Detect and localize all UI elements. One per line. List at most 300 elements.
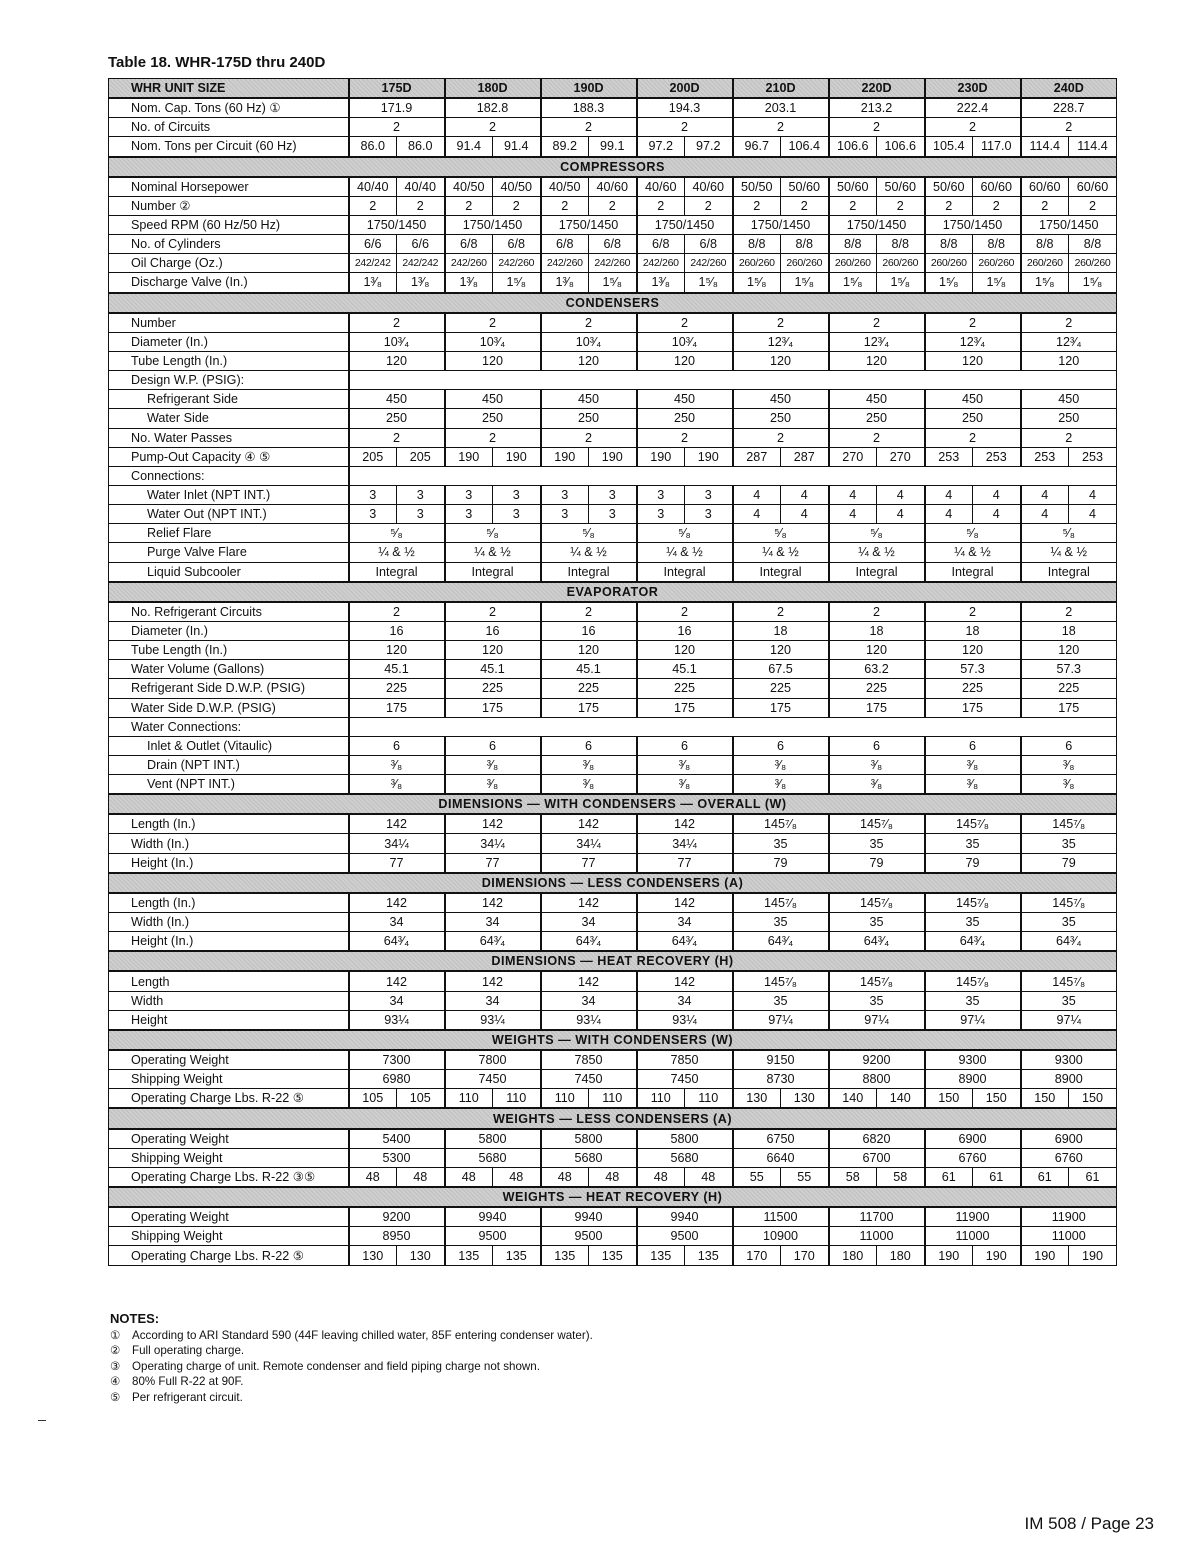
table-row: [109, 1070, 1117, 1089]
value-cell: 190: [685, 447, 733, 466]
table-row: [109, 621, 1117, 640]
value-cell: 6: [349, 736, 445, 755]
value-cell: 86.0: [397, 137, 445, 157]
value-cell: 182.8: [445, 98, 541, 118]
row-label: Length: [109, 971, 349, 991]
value-cell: 16: [349, 621, 445, 640]
value-cell: 142: [541, 814, 637, 834]
row-label: Oil Charge (Oz.): [109, 254, 349, 273]
note-text: Operating charge of unit. Remote condenser and field piping charge not shown.: [132, 1359, 540, 1373]
value-cell: 270: [829, 447, 877, 466]
value-cell: 2: [637, 118, 733, 137]
value-cell: 120: [637, 351, 733, 370]
value-cell: 9940: [541, 1207, 637, 1227]
value-cell: 1⁵⁄₈: [973, 273, 1021, 293]
value-cell: 142: [349, 971, 445, 991]
value-cell: 260/260: [733, 254, 781, 273]
value-cell: 225: [925, 679, 1021, 698]
value-cell: 79: [1021, 853, 1117, 873]
value-cell: 35: [925, 991, 1021, 1010]
value-cell: 175: [829, 698, 925, 717]
value-cell: 18: [1021, 621, 1117, 640]
value-cell: 190: [973, 1246, 1021, 1265]
value-cell: 130: [733, 1089, 781, 1109]
value-cell: ⁵⁄₈: [637, 524, 733, 543]
value-cell: 2: [829, 196, 877, 215]
value-cell: 120: [349, 641, 445, 660]
value-cell: 2: [733, 196, 781, 215]
value-cell: 8/8: [1069, 235, 1117, 254]
value-cell: 135: [445, 1246, 493, 1265]
table-row: [109, 641, 1117, 660]
value-cell: 145⁷⁄₈: [1021, 893, 1117, 913]
table-row: [109, 1167, 1117, 1187]
table-row: [109, 524, 1117, 543]
value-cell: 89.2: [541, 137, 589, 157]
value-cell: 120: [445, 351, 541, 370]
value-cell: 242/260: [589, 254, 637, 273]
value-cell: 225: [829, 679, 925, 698]
value-cell: 242/242: [397, 254, 445, 273]
row-label: Operating Charge Lbs. R-22 ③⑤: [109, 1167, 349, 1187]
value-cell: 114.4: [1069, 137, 1117, 157]
value-cell: ³⁄₈: [1021, 755, 1117, 774]
value-cell: 2: [541, 602, 637, 622]
note-item: [110, 1328, 593, 1344]
value-cell: 170: [781, 1246, 829, 1265]
value-cell: 2: [445, 428, 541, 447]
value-cell: 1750/1450: [1021, 215, 1117, 234]
value-cell: 130: [781, 1089, 829, 1109]
row-label: Tube Length (In.): [109, 641, 349, 660]
table-row: [109, 485, 1117, 504]
value-cell: 145⁷⁄₈: [829, 971, 925, 991]
value-cell: ¼ & ½: [1021, 543, 1117, 562]
value-cell: ³⁄₈: [829, 755, 925, 774]
value-cell: 5680: [541, 1148, 637, 1167]
row-label: Length (In.): [109, 814, 349, 834]
row-label: Width (In.): [109, 913, 349, 932]
value-cell: 120: [445, 641, 541, 660]
table-row: [109, 893, 1117, 913]
value-cell: 45.1: [445, 660, 541, 679]
value-cell: 105: [397, 1089, 445, 1109]
value-cell: 10900: [733, 1227, 829, 1246]
table-row: [109, 390, 1117, 409]
value-cell: 2: [925, 118, 1021, 137]
value-cell: 8/8: [829, 235, 877, 254]
value-cell: 9500: [637, 1227, 733, 1246]
table-row: [109, 505, 1117, 524]
value-cell: 35: [1021, 991, 1117, 1010]
table-row: [109, 775, 1117, 795]
value-cell: 120: [733, 641, 829, 660]
value-cell: 1³⁄₈: [541, 273, 589, 293]
value-cell: 242/260: [445, 254, 493, 273]
value-cell: 106.6: [829, 137, 877, 157]
value-cell: Integral: [445, 562, 541, 582]
value-cell: 67.5: [733, 660, 829, 679]
value-cell: 6: [733, 736, 829, 755]
row-label: Water Volume (Gallons): [109, 660, 349, 679]
value-cell: 45.1: [637, 660, 733, 679]
value-cell: 63.2: [829, 660, 925, 679]
value-cell: 2: [445, 602, 541, 622]
value-cell: 120: [829, 351, 925, 370]
value-cell: 242/260: [541, 254, 589, 273]
value-cell: 2: [1021, 196, 1069, 215]
value-cell: 1³⁄₈: [349, 273, 397, 293]
value-cell: 10³⁄₄: [541, 332, 637, 351]
value-cell: 253: [925, 447, 973, 466]
value-cell: 242/260: [685, 254, 733, 273]
value-cell: 250: [637, 409, 733, 428]
value-cell: ³⁄₈: [349, 775, 445, 795]
value-cell: Integral: [637, 562, 733, 582]
value-cell: 2: [733, 313, 829, 333]
value-cell: 3: [397, 505, 445, 524]
value-cell: 260/260: [877, 254, 925, 273]
value-cell: 2: [445, 196, 493, 215]
section-heading-row: [109, 873, 1117, 893]
table-row: [109, 313, 1117, 333]
table-row: [109, 1148, 1117, 1167]
value-cell: ³⁄₈: [541, 755, 637, 774]
value-cell: 2: [349, 428, 445, 447]
value-cell: 3: [541, 485, 589, 504]
value-cell: 8900: [925, 1070, 1021, 1089]
row-label: Height (In.): [109, 853, 349, 873]
row-label: Number ②: [109, 196, 349, 215]
value-cell: 6640: [733, 1148, 829, 1167]
value-cell: 11000: [925, 1227, 1021, 1246]
value-cell: 48: [637, 1167, 685, 1187]
table-row: [109, 698, 1117, 717]
value-cell: 135: [589, 1246, 637, 1265]
value-cell: 11900: [1021, 1207, 1117, 1227]
value-cell: 6/6: [349, 235, 397, 254]
value-cell: 180: [829, 1246, 877, 1265]
value-cell: 1⁵⁄₈: [829, 273, 877, 293]
value-cell: 57.3: [1021, 660, 1117, 679]
value-cell: 93¼: [541, 1010, 637, 1030]
table-row: [109, 351, 1117, 370]
value-cell: Integral: [829, 562, 925, 582]
value-cell: ³⁄₈: [349, 755, 445, 774]
table-row: [109, 660, 1117, 679]
value-cell: 110: [685, 1089, 733, 1109]
spec-table: [108, 78, 1117, 1266]
value-cell: 175: [925, 698, 1021, 717]
value-cell: 190: [1021, 1246, 1069, 1265]
blank-cell: [349, 371, 1117, 390]
table-row: [109, 409, 1117, 428]
table-row: [109, 137, 1117, 157]
row-label: Water Connections:: [109, 717, 349, 736]
value-cell: 34¼: [541, 834, 637, 853]
value-cell: 40/50: [493, 177, 541, 197]
row-label: Speed RPM (60 Hz/50 Hz): [109, 215, 349, 234]
value-cell: 450: [1021, 390, 1117, 409]
value-cell: 8/8: [1021, 235, 1069, 254]
unit-size-header: 180D: [445, 79, 541, 99]
note-number: ①: [110, 1328, 121, 1342]
value-cell: 250: [829, 409, 925, 428]
value-cell: 16: [541, 621, 637, 640]
value-cell: 40/50: [445, 177, 493, 197]
value-cell: 2: [1021, 118, 1117, 137]
blank-cell: [349, 466, 1117, 485]
value-cell: 34¼: [445, 834, 541, 853]
value-cell: 9150: [733, 1050, 829, 1070]
value-cell: 145⁷⁄₈: [1021, 814, 1117, 834]
row-label: Nominal Horsepower: [109, 177, 349, 197]
value-cell: 225: [541, 679, 637, 698]
value-cell: 34: [541, 913, 637, 932]
value-cell: 2: [541, 118, 637, 137]
value-cell: 2: [445, 313, 541, 333]
value-cell: 1⁵⁄₈: [685, 273, 733, 293]
value-cell: 450: [445, 390, 541, 409]
value-cell: 48: [493, 1167, 541, 1187]
value-cell: 2: [733, 428, 829, 447]
value-cell: 142: [541, 971, 637, 991]
section-heading: CONDENSERS: [109, 293, 1117, 313]
value-cell: 50/60: [781, 177, 829, 197]
value-cell: 120: [1021, 641, 1117, 660]
value-cell: 2: [829, 118, 925, 137]
value-cell: 35: [733, 913, 829, 932]
section-heading: DIMENSIONS — WITH CONDENSERS — OVERALL (W): [109, 794, 1117, 814]
value-cell: 40/60: [685, 177, 733, 197]
value-cell: 3: [589, 485, 637, 504]
value-cell: 34: [541, 991, 637, 1010]
section-heading-row: [109, 1187, 1117, 1207]
row-label: Nom. Tons per Circuit (60 Hz): [109, 137, 349, 157]
value-cell: 2: [685, 196, 733, 215]
value-cell: Integral: [733, 562, 829, 582]
row-label: Purge Valve Flare: [109, 543, 349, 562]
value-cell: 7850: [541, 1050, 637, 1070]
table-row: [109, 215, 1117, 234]
section-heading: WEIGHTS — WITH CONDENSERS (W): [109, 1030, 1117, 1050]
value-cell: 250: [1021, 409, 1117, 428]
row-label: Water Side: [109, 409, 349, 428]
table-row: [109, 971, 1117, 991]
row-label: Relief Flare: [109, 524, 349, 543]
table-row: [109, 717, 1117, 736]
value-cell: 1³⁄₈: [445, 273, 493, 293]
value-cell: 12³⁄₄: [1021, 332, 1117, 351]
value-cell: 142: [637, 893, 733, 913]
value-cell: 79: [829, 853, 925, 873]
value-cell: 8950: [349, 1227, 445, 1246]
value-cell: 242/242: [349, 254, 397, 273]
table-row: [109, 98, 1117, 118]
row-label: Refrigerant Side: [109, 390, 349, 409]
note-item: [110, 1359, 593, 1375]
value-cell: 64³⁄₄: [445, 932, 541, 952]
value-cell: 64³⁄₄: [733, 932, 829, 952]
value-cell: 48: [685, 1167, 733, 1187]
value-cell: 35: [829, 991, 925, 1010]
value-cell: 6: [1021, 736, 1117, 755]
unit-size-header: 190D: [541, 79, 637, 99]
value-cell: 4: [781, 505, 829, 524]
value-cell: 2: [349, 196, 397, 215]
row-label: Vent (NPT INT.): [109, 775, 349, 795]
row-label: Pump-Out Capacity ④ ⑤: [109, 447, 349, 466]
value-cell: 11900: [925, 1207, 1021, 1227]
value-cell: 77: [637, 853, 733, 873]
value-cell: 11000: [1021, 1227, 1117, 1246]
value-cell: 175: [541, 698, 637, 717]
section-heading: DIMENSIONS — LESS CONDENSERS (A): [109, 873, 1117, 893]
row-label: Operating Weight: [109, 1050, 349, 1070]
value-cell: ³⁄₈: [829, 775, 925, 795]
value-cell: 260/260: [925, 254, 973, 273]
value-cell: 171.9: [349, 98, 445, 118]
value-cell: 260/260: [781, 254, 829, 273]
value-cell: 55: [781, 1167, 829, 1187]
row-label: Water Out (NPT INT.): [109, 505, 349, 524]
unit-size-header: 200D: [637, 79, 733, 99]
value-cell: 3: [493, 505, 541, 524]
value-cell: 7800: [445, 1050, 541, 1070]
value-cell: 190: [493, 447, 541, 466]
value-cell: 48: [589, 1167, 637, 1187]
value-cell: 6760: [925, 1148, 1021, 1167]
value-cell: 287: [781, 447, 829, 466]
value-cell: 7450: [541, 1070, 637, 1089]
row-label: Discharge Valve (In.): [109, 273, 349, 293]
value-cell: 97.2: [637, 137, 685, 157]
unit-size-header: 175D: [349, 79, 445, 99]
value-cell: 79: [925, 853, 1021, 873]
value-cell: 48: [541, 1167, 589, 1187]
value-cell: 3: [445, 485, 493, 504]
row-label: Water Side D.W.P. (PSIG): [109, 698, 349, 717]
value-cell: 120: [733, 351, 829, 370]
value-cell: 2: [493, 196, 541, 215]
value-cell: 188.3: [541, 98, 637, 118]
value-cell: ¼ & ½: [637, 543, 733, 562]
value-cell: 48: [445, 1167, 493, 1187]
value-cell: 86.0: [349, 137, 397, 157]
row-label: Length (In.): [109, 893, 349, 913]
value-cell: 190: [589, 447, 637, 466]
row-label: Refrigerant Side D.W.P. (PSIG): [109, 679, 349, 698]
row-label: No. of Circuits: [109, 118, 349, 137]
value-cell: 34: [349, 991, 445, 1010]
value-cell: 2: [445, 118, 541, 137]
value-cell: 106.4: [781, 137, 829, 157]
table-row: [109, 196, 1117, 215]
value-cell: 1750/1450: [541, 215, 637, 234]
value-cell: 3: [541, 505, 589, 524]
value-cell: 35: [829, 913, 925, 932]
value-cell: 2: [541, 313, 637, 333]
value-cell: 205: [349, 447, 397, 466]
value-cell: 203.1: [733, 98, 829, 118]
value-cell: ⁵⁄₈: [445, 524, 541, 543]
row-label: Connections:: [109, 466, 349, 485]
value-cell: 1750/1450: [445, 215, 541, 234]
value-cell: 55: [733, 1167, 781, 1187]
value-cell: 1³⁄₈: [637, 273, 685, 293]
table-row: [109, 1010, 1117, 1030]
value-cell: 110: [637, 1089, 685, 1109]
value-cell: 4: [829, 485, 877, 504]
value-cell: 6900: [1021, 1129, 1117, 1149]
value-cell: 120: [349, 351, 445, 370]
value-cell: 110: [541, 1089, 589, 1109]
value-cell: 3: [589, 505, 637, 524]
value-cell: 93¼: [637, 1010, 733, 1030]
value-cell: 8/8: [733, 235, 781, 254]
row-label: Liquid Subcooler: [109, 562, 349, 582]
value-cell: 60/60: [973, 177, 1021, 197]
section-heading: COMPRESSORS: [109, 157, 1117, 177]
value-cell: 242/260: [493, 254, 541, 273]
margin-mark: [38, 1420, 46, 1421]
value-cell: 9940: [445, 1207, 541, 1227]
value-cell: 3: [397, 485, 445, 504]
value-cell: 64³⁄₄: [1021, 932, 1117, 952]
value-cell: 4: [781, 485, 829, 504]
value-cell: 120: [925, 641, 1021, 660]
note-text: Per refrigerant circuit.: [132, 1390, 243, 1404]
value-cell: 6/8: [685, 235, 733, 254]
value-cell: 1⁵⁄₈: [589, 273, 637, 293]
table-row: [109, 371, 1117, 390]
table-row: [109, 932, 1117, 952]
row-label: Nom. Cap. Tons (60 Hz) ①: [109, 98, 349, 118]
value-cell: 1⁵⁄₈: [493, 273, 541, 293]
value-cell: 97¼: [733, 1010, 829, 1030]
unit-size-header: 220D: [829, 79, 925, 99]
value-cell: 2: [1069, 196, 1117, 215]
value-cell: 96.7: [733, 137, 781, 157]
value-cell: 40/60: [637, 177, 685, 197]
value-cell: ³⁄₈: [541, 775, 637, 795]
value-cell: 6: [637, 736, 733, 755]
table-row: [109, 1089, 1117, 1109]
row-label: Width: [109, 991, 349, 1010]
value-cell: 135: [685, 1246, 733, 1265]
value-cell: ³⁄₈: [925, 755, 1021, 774]
value-cell: 190: [541, 447, 589, 466]
value-cell: 1⁵⁄₈: [1069, 273, 1117, 293]
row-label: Shipping Weight: [109, 1148, 349, 1167]
value-cell: 1750/1450: [349, 215, 445, 234]
value-cell: 50/50: [733, 177, 781, 197]
value-cell: 12³⁄₄: [829, 332, 925, 351]
value-cell: 145⁷⁄₈: [733, 814, 829, 834]
table-row: [109, 736, 1117, 755]
table-row: [109, 1227, 1117, 1246]
value-cell: 8/8: [877, 235, 925, 254]
value-cell: 222.4: [925, 98, 1021, 118]
value-cell: 4: [829, 505, 877, 524]
section-heading-row: [109, 157, 1117, 177]
table-row: [109, 602, 1117, 622]
row-label: Tube Length (In.): [109, 351, 349, 370]
value-cell: 175: [349, 698, 445, 717]
value-cell: 142: [637, 971, 733, 991]
value-cell: ¼ & ½: [829, 543, 925, 562]
value-cell: 142: [349, 814, 445, 834]
